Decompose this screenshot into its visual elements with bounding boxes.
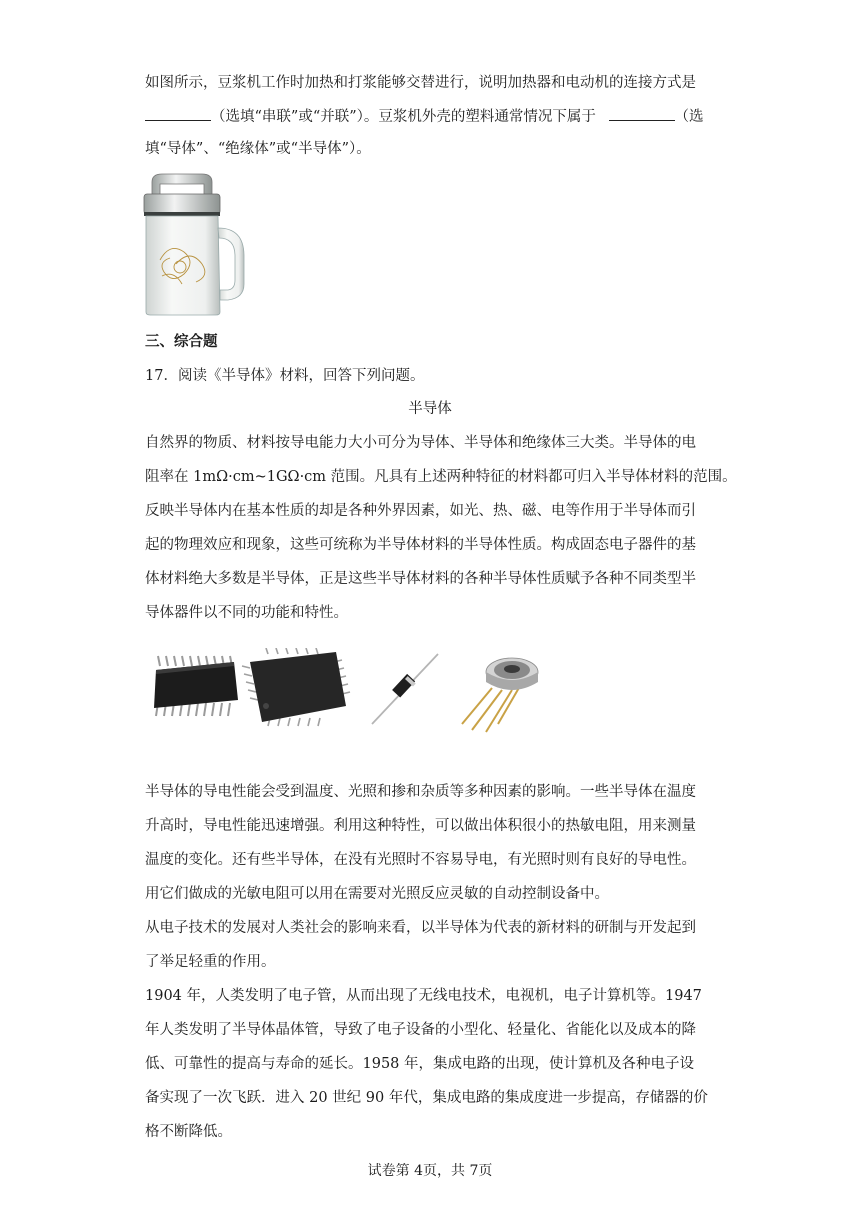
q17-prompt: 17．阅读《半导体》材料，回答下列问题。 [145,368,425,384]
para3-line: 了举足轻重的作用。 [145,954,276,970]
section-heading: 三、综合题 [145,333,218,350]
para1-line: 自然界的物质、材料按导电能力大小可分为导体、半导体和绝缘体三大类。半导体的电 [145,435,696,451]
para4-line: 格不断降低。 [145,1124,232,1140]
page-footer: 试卷第 4页，共 7页 [367,1163,493,1179]
semiconductor-components-image [150,648,550,738]
q16-line2 [145,106,704,127]
para1-line: 起的物理效应和现象，这些可统称为半导体材料的半导体性质。构成固态电子器件的基 [145,537,696,553]
diode-icon [372,654,438,724]
soic-chip-icon [154,656,238,716]
q16-line3: 填“导体”、“绝缘体”或“半导体”）。 [145,141,371,157]
q16-line2-text-a: （选填“串联”或“并联”）。豆浆机外壳的塑料通常情况下属于 [211,109,596,125]
para2-line: 半导体的导电性能会受到温度、光照和掺和杂质等多种因素的影响。一些半导体在温度 [145,784,696,800]
soymilk-maker-image [140,172,250,317]
answer-blank-2[interactable] [609,106,675,121]
q16-line1: 如图所示，豆浆机工作时加热和打浆能够交替进行，说明加热器和电动机的连接方式是 [145,75,696,91]
article-title: 半导体 [408,401,452,417]
para4-line: 年人类发明了半导体晶体管，导致了电子设备的小型化、轻量化、省能化以及成本的降 [145,1022,696,1038]
para1-line: 阻率在 1mΩ·cm~1GΩ·cm 范围。凡具有上述两种特征的材料都可归入半导体材料的范围。 [145,469,737,485]
qfp-chip-icon [242,648,350,726]
para4-line: 备实现了一次飞跃．进入 20 世纪 90 年代，集成电路的集成度进一步提高，存储器的价 [145,1090,708,1106]
para1-line: 体材料绝大多数是半导体，正是这些半导体材料的各种半导体性质赋予各种不同类型半 [145,571,696,587]
transistor-icon [462,658,538,732]
para1-line: 导体器件以不同的功能和特性。 [145,605,348,621]
answer-blank-1[interactable] [145,106,211,121]
para1-line: 反映半导体内在基本性质的却是各种外界因素，如光、热、磁、电等作用于半导体而引 [145,503,696,519]
para2-line: 升高时，导电性能迅速增强。利用这种特性，可以做出体积很小的热敏电阻，用来测量 [145,818,696,834]
para3-line: 从电子技术的发展对人类社会的影响来看，以半导体为代表的新材料的研制与开发起到 [145,920,696,936]
para4-line: 1904 年，人类发明了电子管，从而出现了无线电技术，电视机，电子计算机等。1947 [145,988,702,1004]
para4-line: 低、可靠性的提高与寿命的延长。1958 年，集成电路的出现，使计算机及各种电子设 [145,1056,695,1072]
q16-line2-text-b: （选 [674,109,704,125]
para2-line: 温度的变化。还有些半导体，在没有光照时不容易导电，有光照时则有良好的导电性。 [145,852,696,868]
para2-line: 用它们做成的光敏电阻可以用在需要对光照反应灵敏的自动控制设备中。 [145,886,609,902]
